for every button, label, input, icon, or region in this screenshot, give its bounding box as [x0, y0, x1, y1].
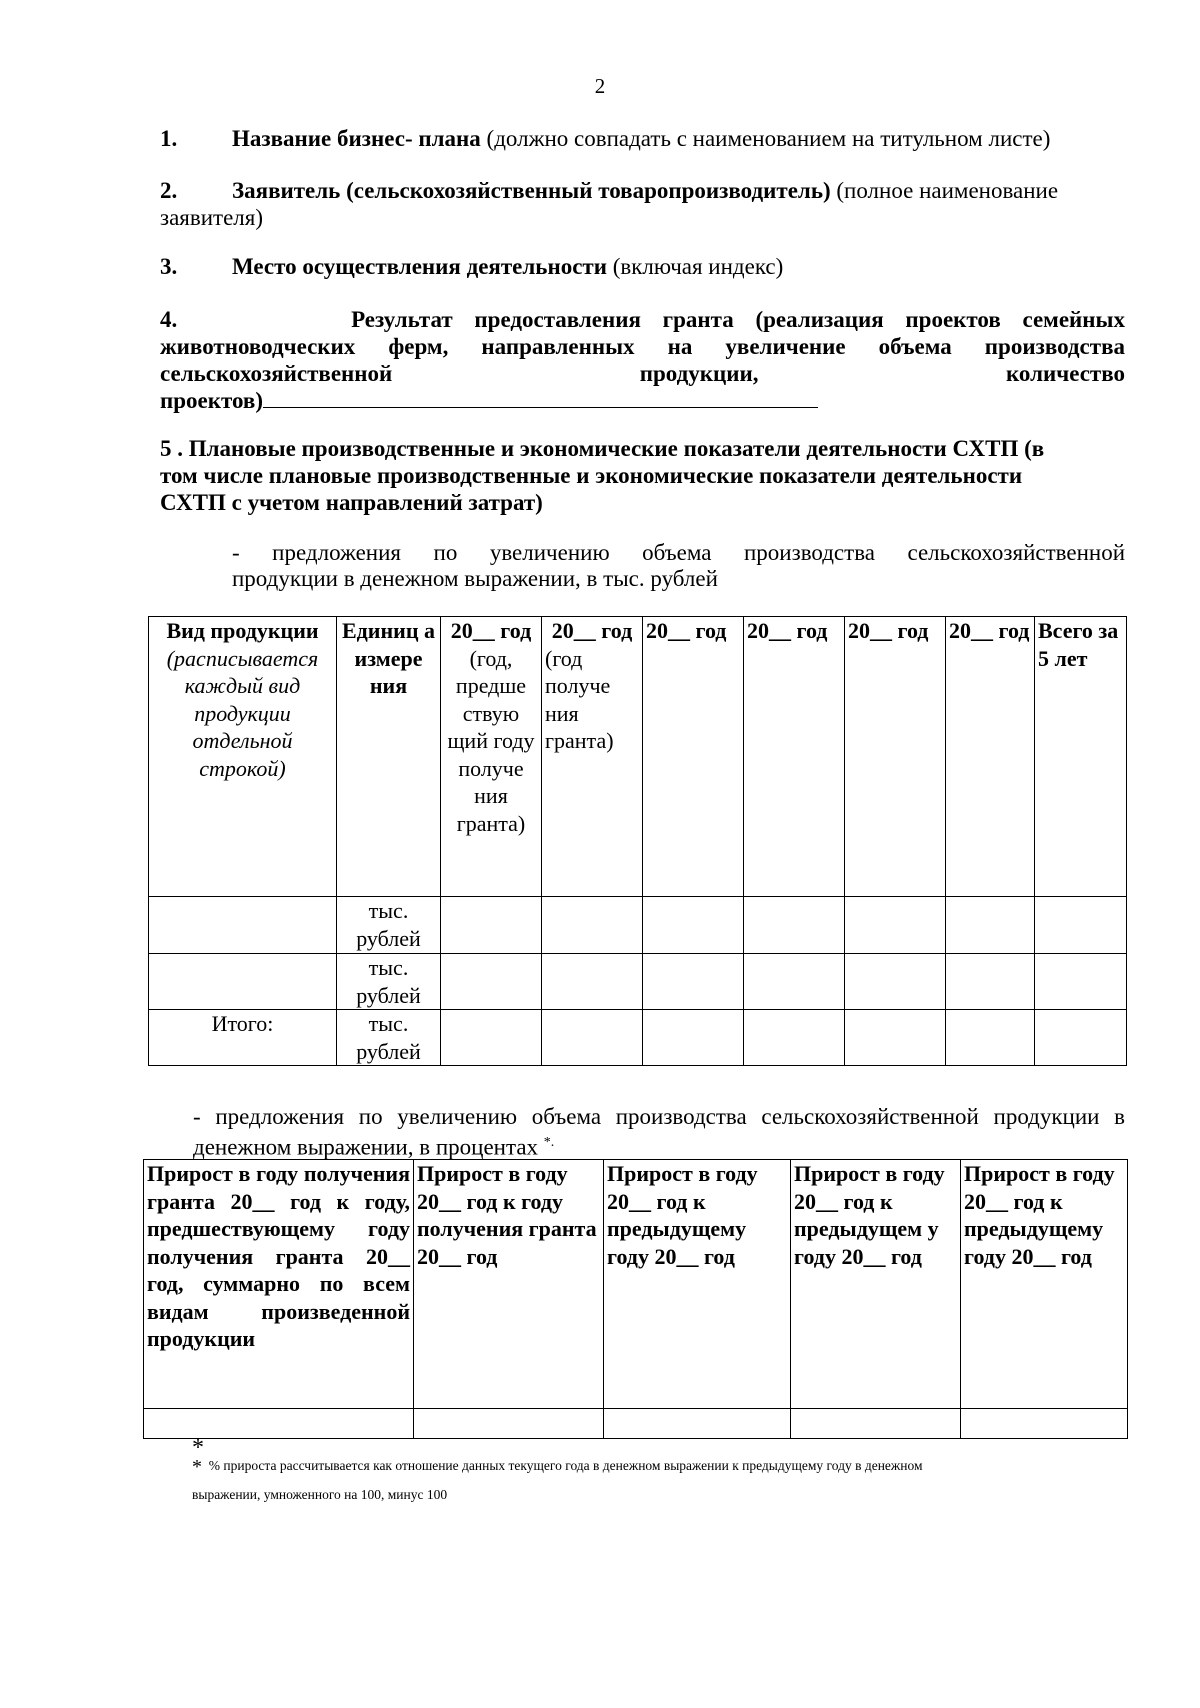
- header-year-3: 20__ год: [643, 617, 744, 897]
- row-label: [149, 897, 337, 954]
- footnote-line-2: выражении, умноженного на 100, минус 100: [192, 1487, 448, 1502]
- section-2-number: 2.: [160, 178, 178, 203]
- table-2-header-row: [144, 1160, 1128, 1409]
- empty-cell: [744, 1010, 845, 1066]
- row-label: [149, 954, 337, 1010]
- footnote: [192, 1452, 1127, 1509]
- section-4-line-3: сельскохозяйственной продукции, количество: [160, 361, 1125, 386]
- section-4-line-4: проектов): [160, 387, 1125, 414]
- table-2-intro-line-1: - предложения по увеличению объема производства сельскохозяйственной продукции в: [193, 1104, 1125, 1129]
- empty-cell: [542, 897, 643, 954]
- header-growth-year-5: Прирост в году 20__ год к предыдущему году 20__ год: [961, 1160, 1128, 1409]
- section-1-number: 1.: [160, 126, 178, 151]
- header-growth-year-2: Прирост в году 20__ год к году получения гранта 20__ год: [414, 1160, 604, 1409]
- header-year-5: 20__ год: [845, 617, 946, 897]
- row-unit: тыс. рублей: [337, 897, 441, 954]
- section-2-title: Заявитель (сельскохозяйственный товаропроизводитель): [232, 178, 831, 203]
- table-1-intro: [232, 540, 1125, 592]
- empty-cell: [604, 1409, 791, 1439]
- empty-cell: [414, 1409, 604, 1439]
- empty-cell: [744, 954, 845, 1010]
- empty-cell: [441, 897, 542, 954]
- section-5: [160, 435, 1125, 516]
- empty-cell: [643, 954, 744, 1010]
- empty-cell: [643, 1010, 744, 1066]
- header-product-type: Вид продукции (расписывается каждый вид продукции отдельной строкой): [149, 617, 337, 897]
- empty-cell: [1035, 897, 1127, 954]
- footnote-bullet: *: [192, 1456, 202, 1478]
- section-1-title: Название бизнес- плана: [232, 126, 481, 151]
- empty-cell: [643, 897, 744, 954]
- section-3-title: Место осуществления деятельности: [232, 254, 607, 279]
- empty-cell: [946, 1010, 1035, 1066]
- section-5-line-2: том числе плановые производственные и экономические показатели деятельности: [160, 463, 1023, 488]
- growth-percent-table: [143, 1159, 1128, 1439]
- empty-cell: [542, 954, 643, 1010]
- header-growth-year-3: Прирост в году 20__ год к предыдущему году 20__ год: [604, 1160, 791, 1409]
- header-grant-year: 20__ год (год получе ния гранта): [542, 617, 643, 897]
- header-unit: Единиц а измере ния: [337, 617, 441, 897]
- empty-cell: [1035, 954, 1127, 1010]
- footnote-star: *: [192, 1435, 204, 1461]
- section-2-note: (полное наименование: [830, 178, 1059, 203]
- empty-cell: [961, 1409, 1128, 1439]
- header-total-5-years: Всего за 5 лет: [1035, 617, 1127, 897]
- section-4: [160, 306, 1125, 414]
- empty-cell: [542, 1010, 643, 1066]
- table-1-intro-line-2: продукции в денежном выражении, в тыс. рублей: [232, 566, 718, 591]
- header-year-before-grant: 20__ год (год, предше ствую щий году получе ния гранта): [441, 617, 542, 897]
- section-5-line-1: 5 . Плановые производственные и экономические показатели деятельности СХТП (в: [160, 436, 1045, 461]
- empty-cell: [744, 897, 845, 954]
- header-year-6: 20__ год: [946, 617, 1035, 897]
- empty-cell: [1035, 1010, 1127, 1066]
- section-5-line-3: СХТП с учетом направлений затрат): [160, 490, 543, 515]
- section-3-number: 3.: [160, 254, 178, 279]
- empty-cell: [791, 1409, 961, 1439]
- section-4-line-1: 4. Результат предоставления гранта (реализация проектов семейных: [160, 307, 1126, 332]
- footnote-line-1: * % прироста рассчитывается как отношение данных текущего года в денежном выражении к предыдущему году в денежном: [192, 1456, 923, 1478]
- section-4-fill-line: [263, 387, 818, 408]
- empty-cell: [946, 954, 1035, 1010]
- empty-cell: [144, 1409, 414, 1439]
- total-label: Итого:: [149, 1010, 337, 1066]
- table-2-intro: [193, 1104, 1125, 1161]
- table-1-intro-line-1: - предложения по увеличению объема производства сельскохозяйственной: [232, 540, 1125, 565]
- header-year-4: 20__ год: [744, 617, 845, 897]
- table-1-header-row: [149, 617, 1127, 897]
- section-3-note: (включая индекс): [606, 254, 784, 279]
- section-2: [160, 177, 1125, 231]
- table-row: [144, 1409, 1128, 1439]
- footnote-mark: *.: [543, 1135, 555, 1150]
- empty-cell: [845, 1010, 946, 1066]
- section-4-line-2: животноводческих ферм, направленных на увеличение объема производства: [160, 334, 1125, 359]
- table-row: [149, 954, 1127, 1010]
- header-growth-grant-year: Прирост в году получения гранта 20__ год к году, предшествующему году получения гранта 20__ год, суммарно по всем видам произведенной продукции: [144, 1160, 414, 1409]
- row-unit: тыс. рублей: [337, 1010, 441, 1066]
- production-plan-table: [148, 616, 1127, 1066]
- section-1-note: (должно совпадать с наименованием на титульном листе): [480, 126, 1051, 151]
- table-2-intro-line-2: денежном выражении, в процентах *.: [193, 1134, 555, 1160]
- section-1: [160, 125, 1125, 152]
- empty-cell: [946, 897, 1035, 954]
- header-growth-year-4: Прирост в году 20__ год к предыдущем у году 20__ год: [791, 1160, 961, 1409]
- table-row: [149, 897, 1127, 954]
- empty-cell: [845, 954, 946, 1010]
- section-3: [160, 253, 1125, 280]
- empty-cell: [845, 897, 946, 954]
- page-number: 2: [594, 74, 606, 98]
- section-2-note-continued: заявителя): [160, 205, 264, 230]
- empty-cell: [441, 1010, 542, 1066]
- table-total-row: [149, 1010, 1127, 1066]
- empty-cell: [441, 954, 542, 1010]
- section-4-number: 4.: [160, 307, 178, 332]
- row-unit: тыс. рублей: [337, 954, 441, 1010]
